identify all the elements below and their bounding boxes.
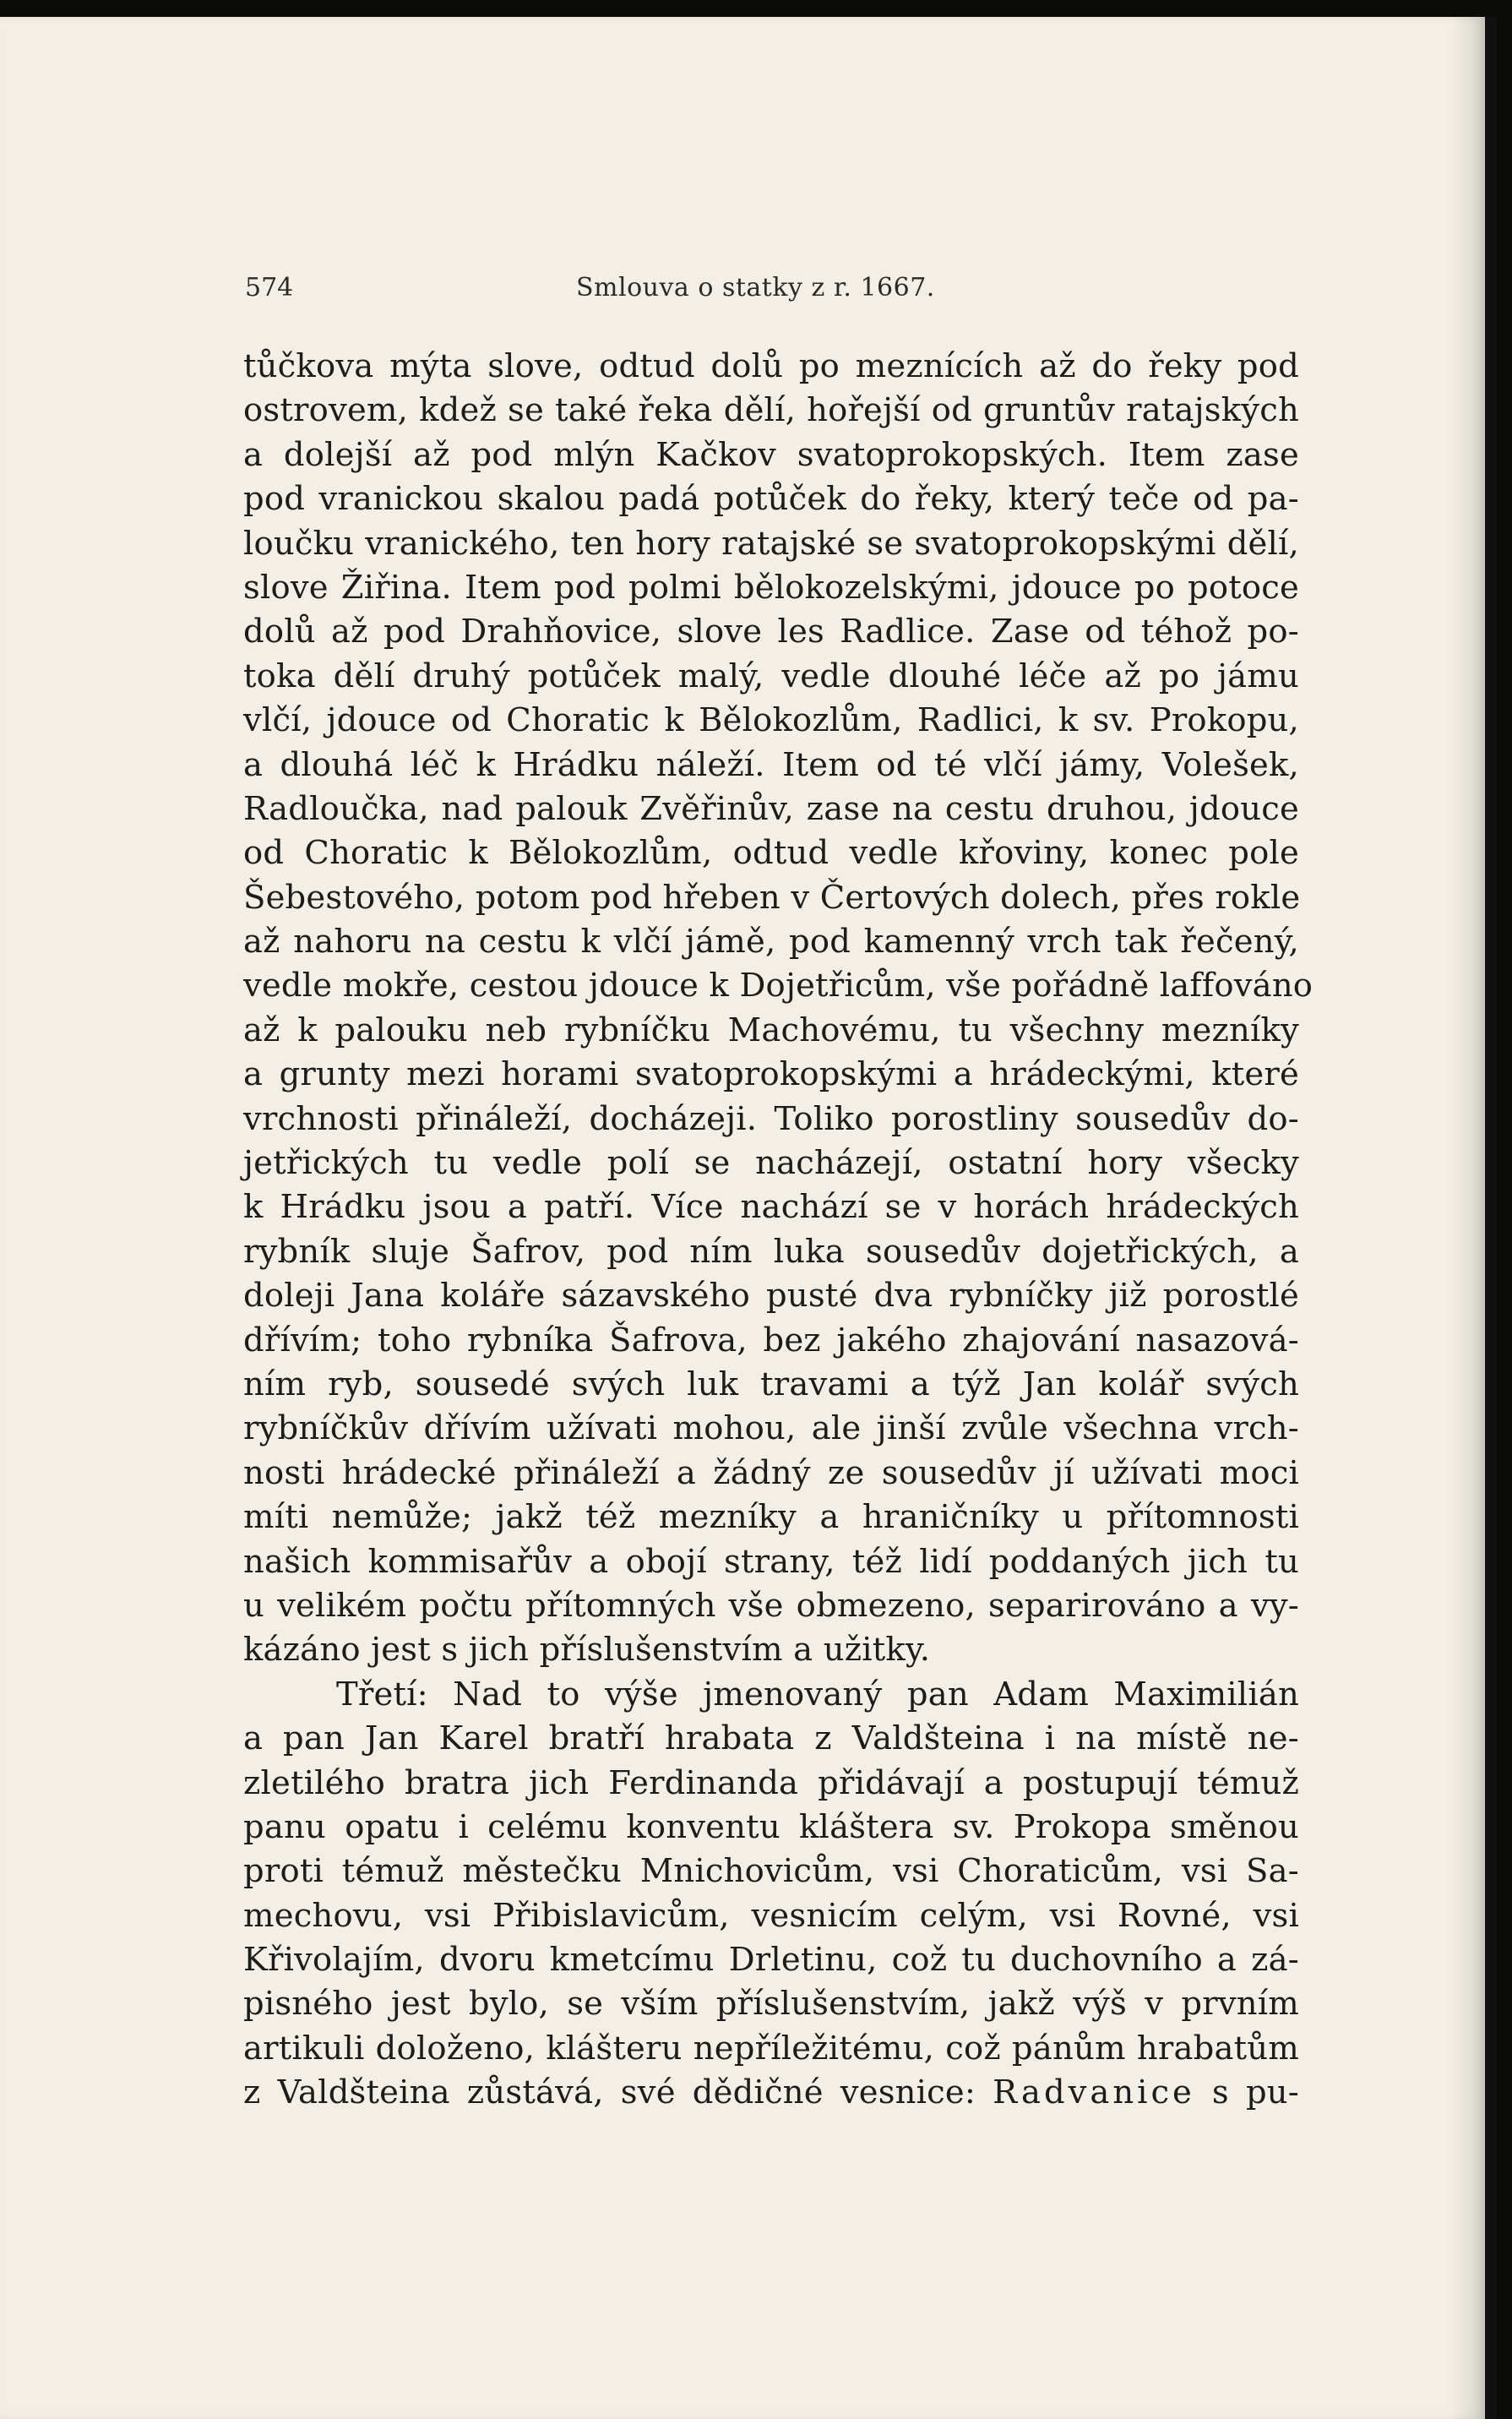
text-line: u velikém počtu přítomných vše obmezeno, separirováno a vy- bbox=[243, 1586, 1299, 1625]
text-line: Šebestového, potom pod hřeben v Čertových dolech, přes rokle bbox=[243, 878, 1301, 917]
text-line: Radloučka, nad palouk Zvěřinův, zase na cestu druhou, jdouce bbox=[243, 789, 1299, 828]
text-line: artikuli doloženo, klášteru nepříležitému, což pánům hrabatům bbox=[243, 2029, 1299, 2068]
text-line: k Hrádku jsou a patří. Více nachází se v horách hrádeckých bbox=[243, 1188, 1299, 1227]
book-page bbox=[0, 17, 1485, 2419]
text-line: a pan Jan Karel bratří hrabata z Valdšteina i na místě ne- bbox=[243, 1719, 1299, 1758]
text-line: až nahoru na cestu k vlčí jámě, pod kamenný vrch tak řečený, bbox=[243, 923, 1299, 962]
text-line: pisného jest bylo, se vším příslušenstvím, jakž výš v prvním bbox=[243, 1985, 1299, 2024]
page-header bbox=[245, 273, 1292, 310]
text-line: dolů až pod Drahňovice, slove les Radlice. Zase od téhož po- bbox=[243, 613, 1299, 651]
text-line: nosti hrádecké přináleží a žádný ze sousedův jí užívati moci bbox=[243, 1453, 1299, 1492]
text-line: jetřických tu vedle polí se nacházejí, ostatní hory všecky bbox=[243, 1144, 1299, 1183]
paragraph-2 bbox=[243, 1673, 1299, 2116]
text-line: rybník sluje Šafrov, pod ním luka sousedův dojetřických, a bbox=[243, 1232, 1299, 1271]
village-name-spaced: Radvanice bbox=[993, 2073, 1195, 2112]
text-fragment: Nad to výše jmenovaný pan Adam Maximilián bbox=[453, 1675, 1299, 1713]
text-line bbox=[243, 2071, 1299, 2115]
running-head: Smlouva o statky z r. 1667. bbox=[576, 273, 935, 302]
text-line: a dolejší až pod mlýn Kačkov svatoprokopských. Item zase bbox=[243, 435, 1299, 474]
section-lead: Třetí: bbox=[336, 1675, 428, 1713]
text-fragment: z Valdšteina zůstává, své dědičné vesnice: bbox=[243, 2073, 976, 2112]
text-line: vedle mokře, cestou jdouce k Dojetřicům, vše pořádně laffováno bbox=[243, 967, 1313, 1005]
text-line: míti nemůže; jakž též mezníky a hraničníky u přítomnosti bbox=[243, 1498, 1299, 1537]
text-line: pod vranickou skalou padá potůček do řeky, který teče od pa- bbox=[243, 480, 1299, 519]
spine-shadow bbox=[1451, 17, 1485, 2419]
text-line: ním ryb, sousedé svých luk travami a týž Jan kolář svých bbox=[243, 1365, 1299, 1403]
text-line: a dlouhá léč k Hrádku náleží. Item od té vlčí jámy, Volešek, bbox=[243, 745, 1299, 784]
text-line: našich kommisařův a obojí strany, též lidí poddaných jich tu bbox=[243, 1542, 1299, 1581]
text-line: Křivolajím, dvoru kmetcímu Drletinu, což tu duchovního a zá- bbox=[243, 1941, 1299, 1980]
text-line: kázáno jest s jich příslušenstvím a užitky. bbox=[243, 1631, 931, 1670]
text-line: proti témuž městečku Mnichovicům, vsi Choraticům, vsi Sa- bbox=[243, 1852, 1299, 1891]
text-line: slove Žiřina. Item pod polmi bělokozelskými, jdouce po potoce bbox=[243, 568, 1299, 607]
text-line bbox=[243, 1673, 1299, 1717]
text-line: toka dělí druhý potůček malý, vedle dlouhé léče až po jámu bbox=[243, 657, 1299, 695]
text-line: tůčkova mýta slove, odtud dolů po meznících až do řeky pod bbox=[243, 347, 1299, 385]
text-line: rybníčkův dřívím užívati mohou, ale jinší zvůle všechna vrch- bbox=[243, 1409, 1299, 1448]
scan-border bbox=[1485, 17, 1497, 2419]
text-line: mechovu, vsi Přibislavicům, vesnicím celým, vsi Rovné, vsi bbox=[243, 1896, 1299, 1935]
text-line: až k palouku neb rybníčku Machovému, tu všechny mezníky bbox=[243, 1011, 1299, 1049]
text-line: zletilého bratra jich Ferdinanda přidávají a postupují témuž bbox=[243, 1763, 1299, 1802]
text-line: od Choratic k Bělokozlům, odtud vedle křoviny, konec pole bbox=[243, 834, 1299, 873]
text-line: ostrovem, kdež se také řeka dělí, hořejší od gruntův ratajských bbox=[243, 391, 1299, 430]
text-line: vrchnosti přináleží, docházeji. Toliko porostliny sousedův do- bbox=[243, 1099, 1299, 1138]
paragraph-1 bbox=[243, 345, 1313, 1673]
text-line: doleji Jana koláře sázavského pusté dva rybníčky již porostlé bbox=[243, 1277, 1299, 1316]
text-line: dřívím; toho rybníka Šafrova, bez jakého zhajování nasazová- bbox=[243, 1321, 1299, 1359]
text-line: vlčí, jdouce od Choratic k Bělokozlům, Radlici, k sv. Prokopu, bbox=[243, 701, 1299, 740]
text-line: panu opatu i celému konventu kláštera sv. Prokopa směnou bbox=[243, 1807, 1299, 1846]
page-number: 574 bbox=[245, 273, 294, 302]
text-fragment: s pu- bbox=[1211, 2073, 1299, 2112]
body-text bbox=[243, 345, 1313, 2116]
text-line: a grunty mezi horami svatoprokopskými a hrádeckými, které bbox=[243, 1055, 1299, 1094]
text-line: loučku vranického, ten hory ratajské se svatoprokopskými dělí, bbox=[243, 524, 1299, 563]
